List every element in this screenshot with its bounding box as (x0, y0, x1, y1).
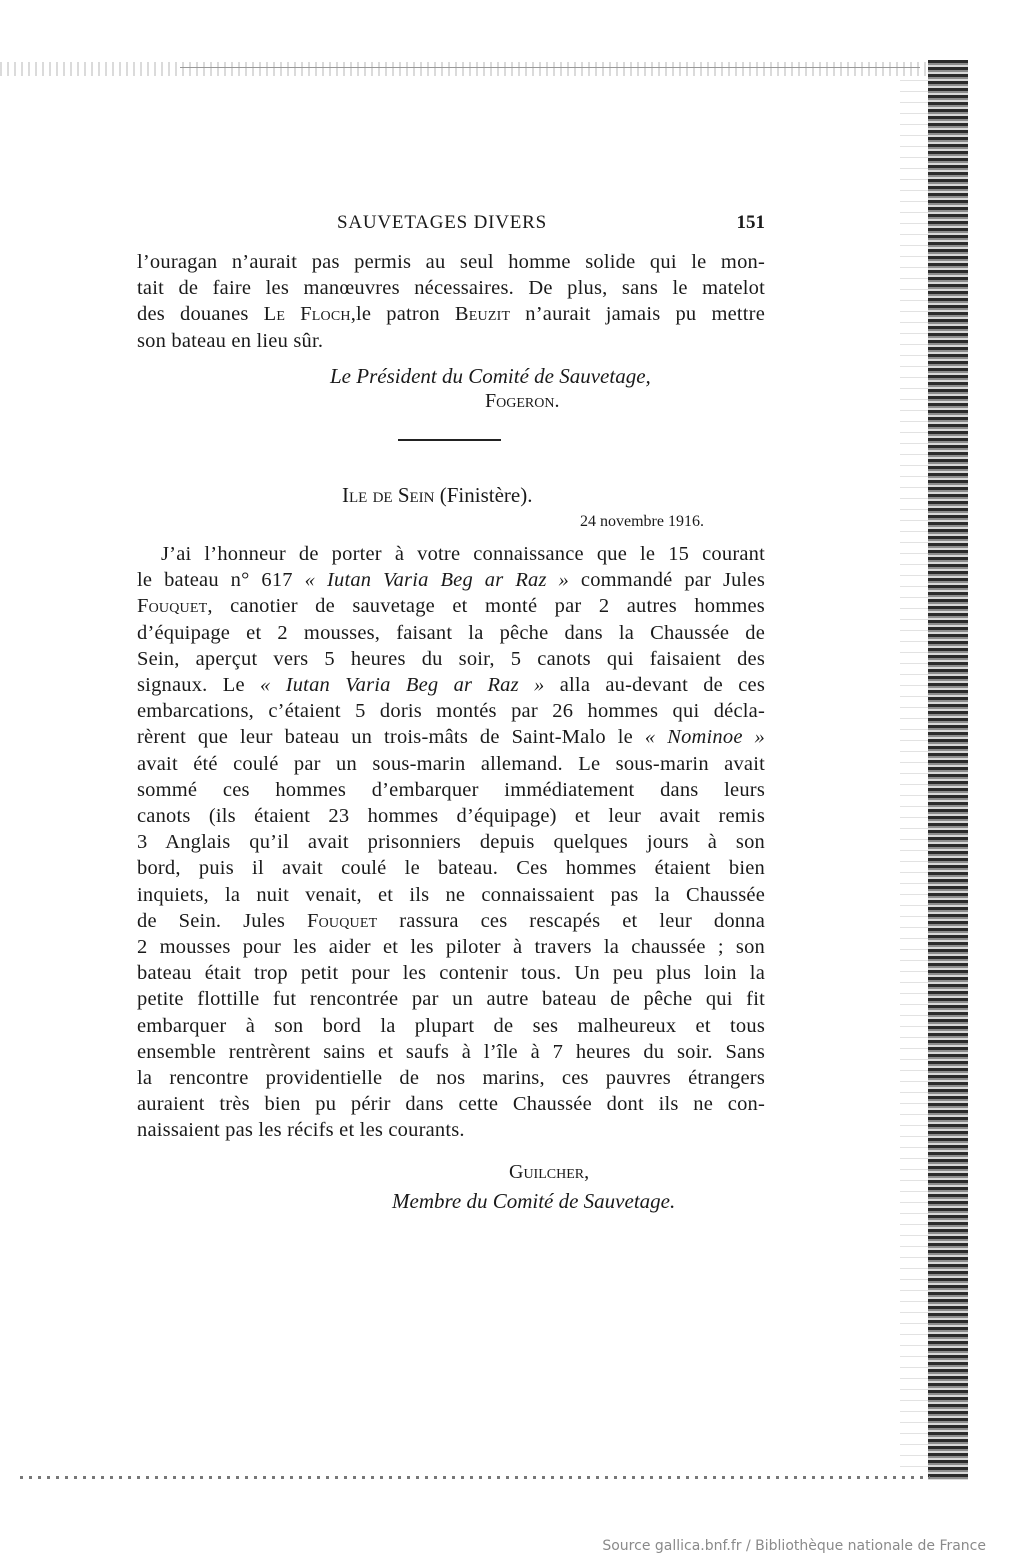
source-note: Source gallica.bnf.fr / Bibliothèque nationale de France (602, 1538, 986, 1554)
text-line: son bateau en lieu sûr. (137, 329, 324, 352)
signature-name: Guilcher, (509, 1161, 590, 1183)
page-number: 151 (736, 212, 765, 233)
scan-top-edge (0, 62, 930, 76)
scan-binding-shadow (900, 80, 928, 1470)
person-name: Le Floch (263, 303, 351, 326)
text-line: des douanes Le Floch,le patron Beuzit n’aurait jamais pu mettre (137, 303, 766, 326)
text-line: canots (ils étaient 23 hommes d’équipage) et leur avait remis (137, 805, 765, 828)
text-line: bateau était trop petit pour les contenir tous. Un peu plus loin la (137, 962, 765, 985)
section-heading: Ile de Sein (Finistère). (342, 483, 533, 507)
signature-title: Membre du Comité de Sauvetage. (392, 1189, 676, 1213)
text-line: tait de faire les manœuvres nécessaires. De plus, sans le matelot (137, 277, 765, 300)
text-line: avait été coulé par un sous-marin allemand. Le sous-marin avait (137, 752, 765, 775)
running-title: SAUVETAGES DIVERS (337, 212, 548, 233)
text-line: inquiets, la nuit venait, et ils ne connaissaient pas la Chaussée (137, 883, 765, 906)
text-line: l’ouragan n’aurait pas permis au seul homme solide qui le mon- (137, 251, 765, 273)
intro-paragraph (137, 249, 765, 354)
text-line: sommé ces hommes d’embarquer immédiatement dans leurs (137, 778, 765, 801)
text-line: 2 mousses pour les aider et les piloter à travers la chaussée ; son (137, 936, 765, 959)
text-line: le bateau n° 617 « Iutan Varia Beg ar Raz » commandé par Jules (137, 569, 765, 592)
text-line: auraient très bien pu périr dans cette Chaussée dont ils ne con- (137, 1093, 765, 1116)
text-line: ensemble rentrèrent sains et saufs à l’île à 7 heures du soir. Sans (137, 1040, 765, 1063)
person-name: Fouquet (137, 595, 208, 618)
scan-right-edge (928, 60, 968, 1480)
text-line: Sein, aperçut vers 5 heures du soir, 5 canots qui faisaient des (137, 647, 765, 670)
text-line: embarcations, c’étaient 5 doris montés par 26 hommes qui décla- (137, 700, 765, 723)
text-line: Fouquet, canotier de sauvetage et monté par 2 autres hommes (137, 595, 765, 618)
scan-top-rule (180, 67, 920, 68)
text-line: embarquer à son bord la plupart de ses malheureux et tous (137, 1014, 765, 1037)
text-line: bord, puis il avait coulé le bateau. Ces hommes étaient bien (137, 857, 765, 880)
text-line: petite flottille fut rencontrée par un autre bateau de pêche qui fit (137, 988, 765, 1011)
text-line: la rencontre providentielle de nos marins, ces pauvres étrangers (137, 1067, 765, 1090)
signature-name: Fogeron. (485, 390, 560, 412)
ship-name: « Nominoe » (644, 726, 765, 749)
text-line: naissaient pas les récifs et les courants. (137, 1119, 465, 1142)
text-line: signaux. Le « Iutan Varia Beg ar Raz » alla au-devant de ces (137, 674, 765, 697)
text-line: rèrent que leur bateau un trois-mâts de Saint-Malo le « Nominoe » (137, 726, 765, 749)
scan-bottom-edge (20, 1476, 930, 1479)
boat-name: « Iutan Varia Beg ar Raz » (260, 674, 545, 697)
text-line: de Sein. Jules Fouquet rassura ces rescapés et leur donna (137, 909, 765, 932)
text-line: 3 Anglais qu’il avait prisonniers depuis quelques jours à son (137, 831, 765, 854)
boat-name: « Iutan Varia Beg ar Raz » (304, 569, 570, 592)
person-name: Fouquet (307, 909, 378, 932)
person-name: Beuzit (454, 303, 511, 326)
text-line: J’ai l’honneur de porter à votre connaissance que le 15 courant (161, 543, 765, 565)
text-line: d’équipage et 2 mousses, faisant la pêche dans la Chaussée de (137, 621, 765, 644)
letter-body (137, 541, 765, 1144)
signature-title: Le Président du Comité de Sauvetage, (330, 364, 651, 388)
letter-date: 24 novembre 1916. (580, 513, 704, 530)
section-divider (398, 439, 501, 441)
